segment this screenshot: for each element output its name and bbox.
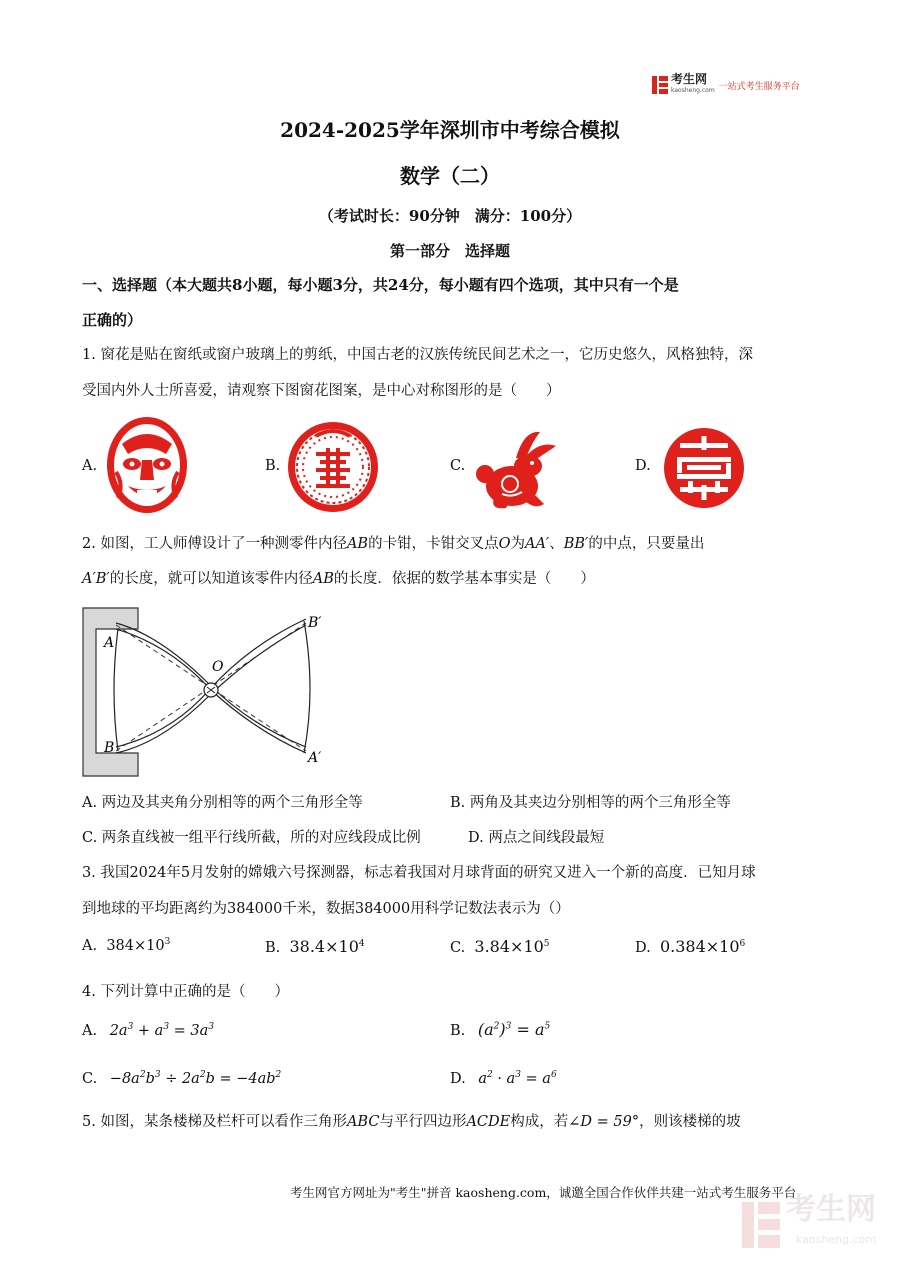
q3-option-a: A. $384\times 10^3$ (82, 937, 171, 954)
q1-option-c-label: C. (450, 458, 466, 474)
watermark (742, 1192, 876, 1255)
q2-option-d: D. 两点之间线段最短 (468, 830, 605, 846)
q3-option-b: B. $38.4\times 10^4$ (265, 937, 365, 956)
q2-label-a: A (104, 635, 115, 651)
logo-name: 考生网 (671, 72, 708, 86)
q4-option-d: D. $a^2 \cdot a^3 = a^6$ (450, 1070, 557, 1087)
watermark-logo-icon (742, 1202, 780, 1248)
q1-figure-d-longevity-symbol (663, 427, 745, 509)
q3-stem-line1: 3. 我国2024年5月发射的嫦娥六号探测器，标志着我国对月球背面的研究又进入一个新的高度．已知月球 (82, 865, 756, 881)
q1-figure-a-opera-mask (104, 414, 190, 516)
logo-domain: kaosheng.com (671, 87, 715, 94)
q2-option-b: B. 两角及其夹边分别相等的两个三角形全等 (450, 795, 731, 811)
q5-angle: ∠D = 59° (568, 1114, 640, 1130)
exam-subtitle: 数学（二） (400, 164, 500, 188)
q2-stem-line1: 2. 如图，工人师傅设计了一种测零件内径AB的卡钳，卡钳交叉点O为AA′、BB′的中点，只要量出 (82, 536, 705, 552)
q1-figure-c-rabbit (472, 428, 558, 512)
q3-stem-line2: 到地球的平均距离约为384000千米，数据384000用科学记数法表示为（） (82, 901, 570, 917)
watermark-name: 考生网 (786, 1192, 876, 1227)
q4-option-a: A. $2a^3 + a^3 = 3a^3$ (82, 1022, 215, 1039)
section-heading-line1: 一、选择题（本大题共8小题，每小题3分，共24分，每小题有四个选项，其中只有一个是 (82, 276, 679, 294)
q2-o: O (498, 536, 511, 552)
q2-ab-prime: A′B′ (82, 571, 110, 587)
q2-ab: AB (346, 536, 369, 552)
q2-label-b: B (104, 740, 115, 756)
q2-ab-2: AB (312, 571, 334, 587)
q2-label-o: O (212, 659, 224, 675)
q4-option-c: C. $-8a^2b^3 \div 2a^2b = -4ab^2$ (82, 1070, 282, 1087)
q5-acde: ACDE (466, 1114, 511, 1130)
logo-slogan: 一站式考生服务平台 (718, 81, 800, 92)
q3-option-c: C. $3.84\times 10^5$ (450, 937, 550, 956)
q2-stem-line2: A′B′的长度，就可以知道该零件内径AB的长度．依据的数学基本事实是（ ） (82, 571, 595, 587)
q1-stem-line1: 1. 窗花是贴在窗纸或窗户玻璃上的剪纸，中国古老的汉族传统民间艺术之一，它历史悠久，风格独特，深 (82, 347, 753, 363)
q2-label-b-prime: B′ (308, 615, 322, 631)
q2-option-a: A. 两边及其夹角分别相等的两个三角形全等 (82, 795, 363, 811)
exam-info: （考试时长：90分钟 满分：100分） (318, 207, 582, 225)
q2-label-a-prime: A′ (308, 750, 322, 766)
header-logo (652, 74, 800, 96)
q5-abc: ABC (346, 1114, 380, 1130)
q4-option-b: B. $(a^2)^3 = a^5$ (450, 1020, 551, 1039)
q2-aa: AA′ (524, 536, 550, 552)
q4-stem: 4. 下列计算中正确的是（ ） (82, 984, 289, 1000)
q2-caliper-figure (80, 605, 340, 780)
q2-option-c: C. 两条直线被一组平行线所截，所的对应线段成比例 (82, 830, 421, 846)
watermark-domain: kaosheng.com (795, 1233, 876, 1246)
q2-bb: BB′ (563, 536, 589, 552)
q1-option-b-label: B. (265, 458, 281, 474)
section-heading-line2: 正确的） (82, 311, 143, 329)
q1-option-d-label: D. (635, 458, 651, 474)
q1-figure-b-double-happiness (286, 420, 380, 514)
part-heading: 第一部分 选择题 (389, 242, 510, 260)
q3-option-d: D. $0.384\times 10^6$ (635, 937, 746, 956)
q1-stem-line2: 受国内外人士所喜爱，请观察下图窗花图案，是中心对称图形的是（ ） (82, 383, 561, 399)
footer-text: 考生网官方网址为"考生"拼音 kaosheng.com，诚邀全国合作伙伴共建一站式考生服务平台 (290, 1185, 797, 1200)
q1-option-a-label: A. (82, 458, 98, 474)
q5-stem-line1: 5. 如图，某条楼梯及栏杆可以看作三角形ABC与平行四边形ACDE构成，若∠D = 59°，则该楼梯的坡 (82, 1114, 741, 1130)
kaosheng-logo-icon (652, 76, 668, 94)
exam-title: 2024-2025学年深圳市中考综合模拟 (280, 118, 620, 142)
